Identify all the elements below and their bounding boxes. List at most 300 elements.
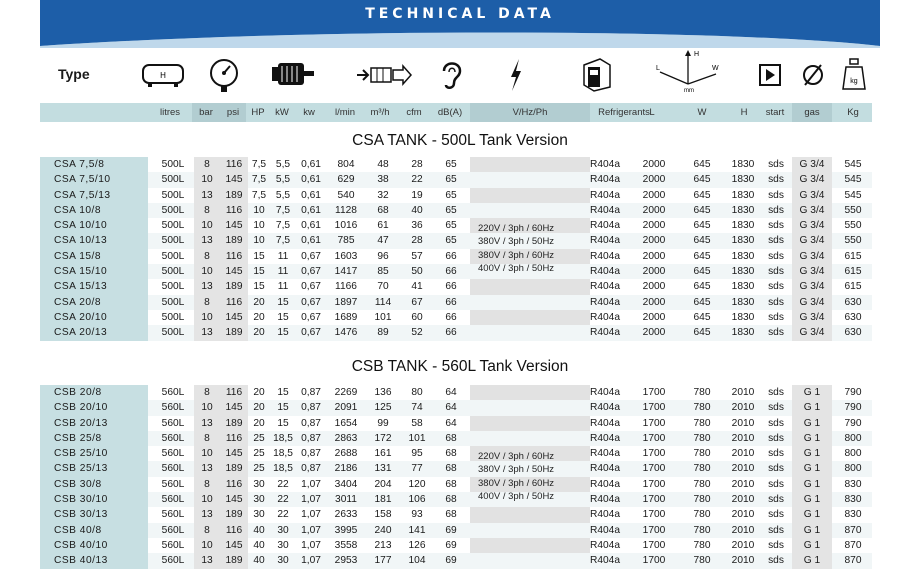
table-cell: 500L (161, 235, 185, 247)
table-cell: 560L (161, 448, 185, 460)
table-cell: 0,87 (301, 387, 321, 398)
table-cell: 1830 (731, 204, 755, 216)
table-cell: 61 (377, 220, 389, 232)
table-cell: 560L (161, 509, 185, 521)
table-cell: 158 (374, 509, 392, 521)
table-cell: 65 (445, 204, 457, 216)
table-cell: 500L (161, 327, 185, 339)
table-cell: 145 (220, 400, 248, 415)
table-cell: 630 (844, 327, 862, 339)
table-cell: 0,87 (301, 448, 321, 460)
table-cell: 780 (693, 524, 711, 536)
model-cell: CSB 25/13 (40, 461, 148, 476)
table-row (40, 431, 872, 446)
table-cell: 116 (220, 203, 248, 218)
model-cell: CSB 20/8 (40, 385, 148, 400)
table-cell: 500L (161, 159, 185, 170)
table-cell: 1700 (642, 417, 666, 429)
table-cell: 120 (408, 478, 426, 490)
table-cell: G 3/4 (792, 172, 832, 187)
unit-label: cfm (406, 107, 422, 118)
table-cell: R404a (589, 204, 621, 216)
table-cell: 69 (445, 539, 457, 551)
table-cell: 500L (161, 281, 185, 293)
table-cell: 2000 (642, 174, 666, 186)
table-cell: G 1 (792, 492, 832, 507)
table-cell: 780 (693, 463, 711, 475)
table-cell: 13 (194, 461, 220, 476)
table-cell: 65 (445, 235, 457, 247)
model-cell: CSB 30/10 (40, 492, 148, 507)
table-cell: 1603 (334, 250, 358, 262)
table-cell: sds (768, 327, 784, 339)
table-cell: 69 (445, 524, 457, 536)
table-cell: 2010 (731, 494, 755, 506)
table-cell: 790 (844, 417, 862, 429)
table-cell: 172 (374, 432, 392, 444)
table-cell: 780 (693, 417, 711, 429)
table-cell: R404a (589, 281, 621, 293)
dimension-h-label: H (694, 51, 700, 58)
table-cell: R404a (589, 220, 621, 232)
table-cell: 560L (161, 417, 185, 429)
table-cell: 10 (194, 218, 220, 233)
table-cell: 2269 (334, 387, 358, 398)
unit-label: psi (220, 103, 246, 122)
table-cell: 540 (337, 189, 355, 201)
table-cell: 145 (220, 218, 248, 233)
table-cell: 0,67 (301, 311, 321, 323)
table-row (40, 446, 872, 461)
table-cell: 780 (693, 555, 711, 567)
table-cell: sds (768, 539, 784, 551)
table-row (40, 492, 872, 507)
table-cell: 545 (844, 174, 862, 186)
table-cell: sds (768, 478, 784, 490)
table-cell: 1700 (642, 539, 666, 551)
table-cell: 1700 (642, 402, 666, 414)
weight-icon (840, 57, 868, 93)
table-cell: 64 (445, 417, 457, 429)
table-cell: 114 (374, 296, 392, 308)
table-cell: 780 (693, 387, 711, 398)
start-button-icon (758, 57, 784, 93)
table-cell: 68 (445, 478, 457, 490)
voltage-option: 380V / 3ph / 60Hz (478, 249, 555, 261)
table-cell: 560L (161, 387, 185, 398)
table-cell: 18,5 (273, 448, 293, 460)
table-cell: 19 (411, 189, 423, 201)
table-cell: 22 (411, 174, 423, 186)
table-cell: 1,07 (301, 494, 321, 506)
table-cell: 0,61 (301, 159, 321, 170)
voltage-option: 380V / 3ph / 50Hz (478, 464, 555, 476)
table-cell: 2010 (731, 463, 755, 475)
voltage-option: 380V / 3ph / 60Hz (478, 477, 555, 489)
table-cell: 3011 (335, 494, 357, 506)
table-cell: 0,67 (301, 296, 321, 308)
table-cell: R404a (589, 189, 621, 201)
table-cell: 550 (844, 220, 862, 232)
unit-label: litres (159, 107, 181, 118)
table-cell: 2000 (642, 235, 666, 247)
table-cell: 161 (374, 448, 392, 460)
table-cell: 13 (194, 325, 220, 340)
table-cell: 560L (161, 402, 185, 414)
table-cell: 1830 (731, 235, 755, 247)
table-cell: 116 (220, 249, 248, 264)
table-cell: R404a (589, 478, 621, 490)
table-cell: G 1 (792, 385, 832, 400)
table-cell: 0,87 (301, 463, 321, 475)
table-cell: 116 (220, 523, 248, 538)
table-cell: 830 (844, 509, 862, 521)
table-cell: 0,87 (301, 432, 321, 444)
model-cell: CSA 15/10 (40, 264, 148, 279)
table-cell: sds (768, 432, 784, 444)
table-cell: 785 (337, 235, 355, 247)
table-cell: 30 (253, 509, 265, 521)
table-cell: G 3/4 (792, 325, 832, 340)
table-cell: R404a (589, 311, 621, 323)
table-cell: 7,5 (251, 159, 267, 170)
table-cell: 3558 (334, 539, 358, 551)
dimension-unit-label: mm (684, 88, 694, 92)
section-title-csb: CSB TANK - 560L Tank Version (351, 358, 569, 375)
table-cell: 790 (844, 387, 862, 398)
table-cell: R404a (589, 463, 621, 475)
table-cell: 1,07 (301, 539, 321, 551)
table-cell: R404a (589, 555, 621, 567)
table-cell: 116 (220, 295, 248, 310)
table-cell: 560L (161, 478, 185, 490)
table-cell: 1830 (731, 174, 755, 186)
table-cell: 7,5 (275, 204, 291, 216)
table-cell: 2091 (334, 402, 358, 414)
table-cell: 1897 (334, 296, 358, 308)
table-cell: 7,5 (275, 220, 291, 232)
table-row (40, 310, 872, 325)
table-cell: R404a (589, 432, 621, 444)
table-cell: 28 (411, 235, 423, 247)
table-row (40, 188, 872, 203)
table-cell: 189 (220, 416, 248, 431)
table-cell: 2000 (642, 311, 666, 323)
table-cell: 1689 (334, 311, 358, 323)
table-cell: sds (768, 509, 784, 521)
table-cell: 30 (277, 524, 289, 536)
table-cell: 15 (277, 417, 289, 429)
table-cell: 20 (253, 417, 265, 429)
table-cell: 189 (220, 188, 248, 203)
table-cell: 141 (408, 524, 426, 536)
table-cell: sds (768, 296, 784, 308)
table-cell: 0,67 (301, 281, 321, 293)
table-cell: 8 (194, 523, 220, 538)
table-cell: 8 (194, 431, 220, 446)
table-row (40, 507, 872, 522)
unit-label: kw (303, 107, 315, 118)
table-cell: 189 (220, 507, 248, 522)
unit-header-row (40, 103, 872, 122)
table-cell: 0,61 (301, 220, 321, 232)
unit-label: l/min (334, 107, 356, 118)
table-cell: R404a (589, 402, 621, 414)
table-cell: 13 (194, 416, 220, 431)
model-cell: CSB 30/8 (40, 477, 148, 492)
model-cell: CSA 15/8 (40, 249, 148, 264)
table-cell: 560L (161, 494, 185, 506)
table-cell: 116 (220, 157, 248, 172)
table-cell: 213 (374, 539, 392, 551)
table-cell: 1700 (642, 524, 666, 536)
table-cell: G 3/4 (792, 264, 832, 279)
table-cell: 560L (161, 555, 185, 567)
table-cell: 1417 (334, 266, 358, 278)
table-cell: 2010 (731, 448, 755, 460)
table-cell: 116 (220, 385, 248, 400)
unit-label: kW (275, 107, 289, 118)
table-cell: 2000 (642, 250, 666, 262)
section-title-csa: CSA TANK - 500L Tank Version (352, 132, 568, 149)
table-cell: 68 (445, 494, 457, 506)
table-cell: 0,67 (301, 327, 321, 339)
table-cell: 126 (408, 539, 426, 551)
table-cell: 13 (194, 279, 220, 294)
unit-label: L (649, 107, 655, 118)
table-cell: 1,07 (301, 555, 321, 567)
table-cell: 2953 (334, 555, 358, 567)
table-cell: R404a (589, 266, 621, 278)
table-cell: 68 (445, 509, 457, 521)
csb-data-table (40, 385, 872, 569)
table-cell: 2000 (642, 220, 666, 232)
table-cell: 10 (253, 235, 265, 247)
table-row (40, 325, 872, 340)
table-cell: 104 (408, 555, 426, 567)
table-cell: 500L (161, 296, 185, 308)
table-cell: 3404 (334, 478, 358, 490)
table-cell: 8 (194, 157, 220, 172)
table-cell: 615 (844, 250, 862, 262)
table-cell: 2688 (334, 448, 358, 460)
table-cell: 1166 (335, 281, 357, 293)
tank-icon (140, 57, 186, 93)
table-cell: R404a (589, 494, 621, 506)
table-cell: 8 (194, 295, 220, 310)
table-cell: 1128 (335, 204, 357, 216)
unit-label: bar (192, 103, 220, 122)
voltage-option: 220V / 3ph / 60Hz (478, 450, 555, 462)
table-cell: R404a (589, 509, 621, 521)
table-cell: 20 (253, 327, 265, 339)
model-cell: CSB 40/8 (40, 523, 148, 538)
table-cell: 40 (253, 555, 265, 567)
table-cell: 189 (220, 279, 248, 294)
table-cell: 0,67 (301, 250, 321, 262)
table-cell: R404a (589, 159, 621, 170)
dimension-w-label: W (712, 65, 719, 72)
csa-data-table (40, 157, 872, 341)
table-cell: 2010 (731, 555, 755, 567)
table-cell: 8 (194, 477, 220, 492)
table-cell: R404a (589, 174, 621, 186)
table-row (40, 157, 872, 172)
unit-label: dB(A) (437, 107, 463, 118)
model-cell: CSB 25/8 (40, 431, 148, 446)
table-cell: 7,5 (251, 174, 267, 186)
table-cell: G 3/4 (792, 249, 832, 264)
table-cell: 1700 (642, 463, 666, 475)
table-cell: 780 (693, 539, 711, 551)
model-cell: CSA 20/8 (40, 295, 148, 310)
table-row (40, 172, 872, 187)
table-cell: R404a (589, 235, 621, 247)
table-cell: 64 (445, 402, 457, 414)
table-cell: 145 (220, 538, 248, 553)
model-cell: CSA 20/10 (40, 310, 148, 325)
table-cell: G 1 (792, 523, 832, 538)
voltage-option: 220V / 3ph / 60Hz (478, 222, 555, 234)
dimensions-axes-icon (652, 48, 724, 92)
table-cell: R404a (589, 539, 621, 551)
table-cell: 74 (411, 402, 423, 414)
table-cell: 1700 (642, 448, 666, 460)
table-row (40, 461, 872, 476)
table-cell: 15 (253, 250, 265, 262)
table-cell: 1830 (731, 281, 755, 293)
table-cell: 630 (844, 311, 862, 323)
table-cell: sds (768, 174, 784, 186)
table-cell: 2010 (731, 509, 755, 521)
table-cell: 189 (220, 325, 248, 340)
table-cell: 0,67 (301, 266, 321, 278)
table-row (40, 523, 872, 538)
table-cell: 2010 (731, 417, 755, 429)
table-cell: 15 (277, 311, 289, 323)
table-cell: 780 (693, 509, 711, 521)
table-cell: 615 (844, 281, 862, 293)
table-cell: sds (768, 494, 784, 506)
table-cell: 545 (844, 189, 862, 201)
unit-label: W (697, 107, 707, 118)
table-row (40, 264, 872, 279)
table-cell: 1700 (642, 555, 666, 567)
table-cell: 40 (253, 524, 265, 536)
table-cell: 0,87 (301, 417, 321, 429)
table-cell: G 3/4 (792, 279, 832, 294)
table-cell: sds (768, 387, 784, 398)
table-cell: 1830 (731, 327, 755, 339)
table-cell: 500L (161, 189, 185, 201)
table-row (40, 203, 872, 218)
table-cell: 7,5 (275, 235, 291, 247)
unit-label: start (765, 107, 785, 118)
table-cell: 181 (374, 494, 392, 506)
table-cell: 2010 (731, 478, 755, 490)
table-cell: 145 (220, 310, 248, 325)
model-cell: CSB 25/10 (40, 446, 148, 461)
table-cell: 550 (844, 235, 862, 247)
table-cell: 0,61 (301, 235, 321, 247)
unit-label: m³/h (370, 107, 390, 118)
table-cell: G 3/4 (792, 157, 832, 172)
dimension-l-label: L (656, 65, 660, 72)
table-cell: 101 (408, 432, 426, 444)
refrigerant-dryer-icon (580, 57, 614, 93)
model-cell: CSB 40/13 (40, 553, 148, 568)
electric-bolt-icon (505, 57, 527, 93)
table-cell: 69 (445, 555, 457, 567)
table-cell: 2633 (334, 509, 358, 521)
table-cell: 0,61 (301, 189, 321, 201)
table-cell: 116 (220, 431, 248, 446)
table-cell: 13 (194, 553, 220, 568)
table-cell: 30 (277, 555, 289, 567)
table-cell: 780 (693, 478, 711, 490)
table-cell: 2000 (642, 327, 666, 339)
table-cell: 125 (374, 402, 392, 414)
model-cell: CSA 15/13 (40, 279, 148, 294)
table-cell: 66 (445, 296, 457, 308)
table-cell: 136 (374, 387, 392, 398)
table-cell: 204 (374, 478, 392, 490)
table-cell: 70 (377, 281, 389, 293)
table-cell: 189 (220, 553, 248, 568)
model-cell: CSA 7,5/8 (40, 157, 148, 172)
table-cell: 20 (253, 311, 265, 323)
table-cell: 145 (220, 492, 248, 507)
table-cell: 645 (693, 281, 711, 293)
table-cell: G 1 (792, 416, 832, 431)
table-cell: 145 (220, 172, 248, 187)
table-cell: 20 (253, 387, 265, 398)
model-cell: CSA 7,5/10 (40, 172, 148, 187)
table-cell: 68 (377, 204, 389, 216)
table-cell: R404a (589, 327, 621, 339)
table-cell: R404a (589, 296, 621, 308)
table-cell: 5,5 (275, 174, 291, 186)
table-cell: 25 (253, 448, 265, 460)
table-cell: 101 (374, 311, 392, 323)
table-cell: sds (768, 463, 784, 475)
table-cell: G 3/4 (792, 218, 832, 233)
table-cell: 629 (337, 174, 355, 186)
table-cell: 68 (445, 448, 457, 460)
table-cell: 189 (220, 233, 248, 248)
table-cell: 65 (445, 174, 457, 186)
table-cell: sds (768, 311, 784, 323)
table-cell: 89 (377, 327, 389, 339)
table-cell: sds (768, 250, 784, 262)
table-row (40, 218, 872, 233)
table-cell: 0,61 (301, 204, 321, 216)
unit-label: Kg (847, 107, 859, 118)
table-cell: 2000 (642, 204, 666, 216)
table-cell: 2010 (731, 524, 755, 536)
table-cell: G 1 (792, 538, 832, 553)
table-cell: 77 (411, 463, 423, 475)
airflow-icon (355, 57, 413, 93)
table-cell: 1830 (731, 266, 755, 278)
table-cell: sds (768, 159, 784, 170)
table-cell: 93 (411, 509, 423, 521)
table-cell: 780 (693, 402, 711, 414)
table-row (40, 295, 872, 310)
table-cell: 68 (445, 463, 457, 475)
table-cell: 1,07 (301, 524, 321, 536)
table-cell: sds (768, 266, 784, 278)
